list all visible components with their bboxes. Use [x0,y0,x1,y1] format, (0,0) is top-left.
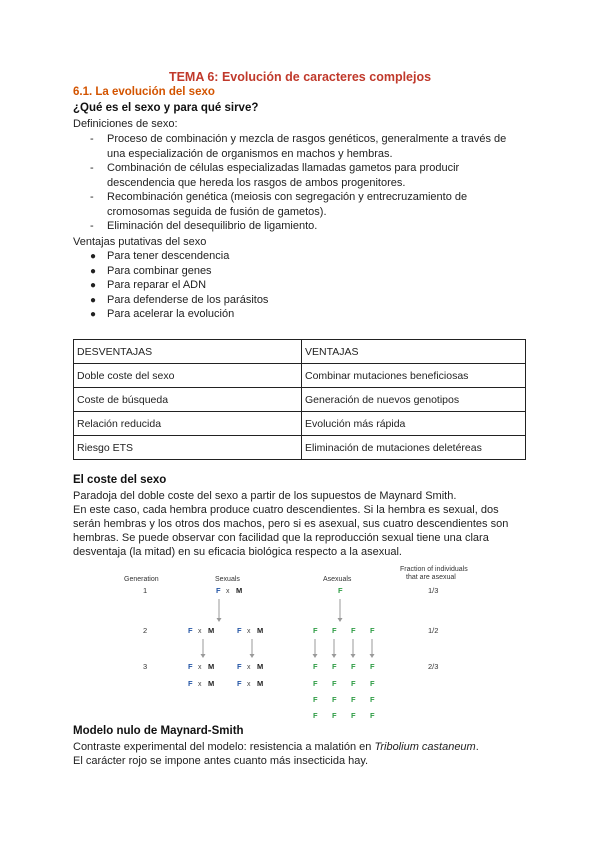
male-symbol: M [208,626,215,635]
asexual-female-symbol: F [351,662,356,671]
female-symbol: F [216,586,221,595]
asexual-female-symbol: F [313,679,318,688]
asexual-female-symbol: F [370,679,375,688]
definition-item [90,219,520,234]
advantage-item [90,279,206,291]
table-cell: Generación de nuevos genotipos [302,388,526,412]
advantage-text: Para reparar el ADN [107,279,207,291]
dash-marker: - [90,162,94,174]
male-symbol: M [236,586,243,595]
arrowhead [250,654,255,658]
asexual-lineage [313,586,375,720]
arrowhead [338,618,343,622]
advantage-text: Para defenderse de los parásitos [107,294,269,306]
asexual-female-symbol: F [332,662,337,671]
dash-marker: - [90,220,94,232]
bullet-icon: ● [90,280,97,291]
cross-symbol: x [226,588,230,595]
page-title: TEMA 6: Evolución de caracteres complejos [168,70,432,84]
fraction-value: 2/3 [428,662,439,671]
arrowhead [217,618,222,622]
female-symbol: F [188,662,193,671]
table-header-cell: DESVENTAJAS [74,340,302,364]
arrowhead [201,654,206,658]
generation-number: 1 [143,586,148,595]
cost-paragraph-line: serán hembras y los otros dos machos, pero si es asexual, sus cuatro descendientes son [73,518,509,530]
arrowhead [313,654,318,658]
generation-column-label: Generation [124,576,159,583]
fraction-column-label: Fraction of individuals [400,566,468,573]
asexual-female-symbol: F [370,711,375,720]
definition-item [90,190,520,219]
definition-item [90,132,520,161]
asexual-female-symbol: F [338,586,343,595]
arrowhead [332,654,337,658]
comparison-table [73,339,526,460]
fraction-value: 1/2 [428,626,439,635]
cross-symbol: x [198,664,202,671]
model-paragraph-line [73,740,479,755]
bullet-icon: ● [90,309,97,320]
female-symbol: F [237,679,242,688]
asexual-female-symbol: F [313,695,318,704]
advantage-text: Para tener descendencia [107,250,230,262]
descent-arrows [201,599,375,658]
cost-paragraph-line: En este caso, cada hembra produce cuatro descendientes. Si la hembra es sexual, dos [73,504,499,516]
twofold-cost-figure [110,560,510,730]
cost-paragraph-line: desventaja (la mitad) en su eficacia biológica respecto a la asexual. [73,546,402,558]
asexual-female-symbol: F [332,626,337,635]
definition-text: Recombinación genética (meiosis con segregación y entrecruzamiento de cromosomas seguida de fusión de gametos). [107,191,468,218]
cost-paragraph-line: Paradoja del doble coste del sexo a partir de los supuestos de Maynard Smith. [73,490,457,502]
cross-symbol: x [247,628,251,635]
dash-marker: - [90,133,94,145]
table-cell: Coste de búsqueda [74,388,302,412]
bullet-icon: ● [90,295,97,306]
dash-marker: - [90,191,94,203]
advantage-item [90,250,229,262]
table-cell: Riesgo ETS [74,436,302,460]
advantage-item [90,294,268,306]
cost-paragraph-line: hembras. Se puede observar con facilidad que la reproducción sexual tiene una clara [73,532,489,544]
asexual-female-symbol: F [351,679,356,688]
sexuals-column-label: Sexuals [215,576,240,583]
male-symbol: M [208,679,215,688]
sexual-lineage [188,586,263,688]
fraction-column-label: that are asexual [406,574,456,581]
bullet-icon: ● [90,251,97,262]
asexual-female-symbol: F [332,679,337,688]
male-symbol: M [257,626,264,635]
definition-item [90,161,520,190]
definition-text: Combinación de células especializadas llamadas gametos para producir descendencia que hereda los rasgos de ambos progenitores. [107,162,460,189]
generation-number: 2 [143,626,148,635]
male-symbol: M [208,662,215,671]
section-heading: 6.1. La evolución del sexo [73,86,215,98]
table-cell: Eliminación de mutaciones deletéreas [302,436,526,460]
cross-symbol: x [198,628,202,635]
bullet-icon: ● [90,266,97,277]
female-symbol: F [237,626,242,635]
table-row [74,436,526,460]
asexual-female-symbol: F [370,695,375,704]
asexual-female-symbol: F [351,695,356,704]
model-heading: Modelo nulo de Maynard-Smith [73,725,244,737]
female-symbol: F [188,626,193,635]
female-symbol: F [188,679,193,688]
cross-symbol: x [247,681,251,688]
table-cell: Relación reducida [74,412,302,436]
advantages-label: Ventajas putativas del sexo [73,236,207,248]
male-symbol: M [257,679,264,688]
advantage-item [90,265,212,277]
arrowhead [351,654,356,658]
advantage-text: Para combinar genes [107,265,212,277]
asexual-female-symbol: F [351,626,356,635]
table-row [74,364,526,388]
model-text: Contraste experimental del modelo: resistencia a malatión en [73,741,375,753]
table-row [74,388,526,412]
cross-symbol: x [247,664,251,671]
asexual-female-symbol: F [313,711,318,720]
definition-text: Eliminación del desequilibrio de ligamiento. [107,220,318,232]
asexual-female-symbol: F [332,695,337,704]
female-symbol: F [237,662,242,671]
table-header-cell: VENTAJAS [302,340,526,364]
table-cell: Combinar mutaciones beneficiosas [302,364,526,388]
asexual-female-symbol: F [332,711,337,720]
male-symbol: M [257,662,264,671]
fraction-value: 1/3 [428,586,439,595]
question-heading: ¿Qué es el sexo y para qué sirve? [73,102,259,114]
generation-number: 3 [143,662,148,671]
table-row [74,412,526,436]
asexual-female-symbol: F [351,711,356,720]
table-cell: Evolución más rápida [302,412,526,436]
cross-symbol: x [198,681,202,688]
asexual-female-symbol: F [370,626,375,635]
cost-heading: El coste del sexo [73,474,167,486]
asexual-female-symbol: F [313,662,318,671]
advantage-text: Para acelerar la evolución [107,308,235,320]
arrowhead [370,654,375,658]
asexual-female-symbol: F [313,626,318,635]
model-text: . [475,741,479,753]
definition-text: Proceso de combinación y mezcla de rasgos genéticos, generalmente a través de una especialización de organismos en machos y hembras. [107,133,507,160]
species-name: Tribolium castaneum [374,741,476,753]
table-header-row [74,340,526,364]
model-paragraph-line: El carácter rojo se impone antes cuanto más insecticida hay. [73,755,369,767]
asexuals-column-label: Asexuals [323,576,352,583]
asexual-female-symbol: F [370,662,375,671]
advantage-item [90,308,234,320]
table-cell: Doble coste del sexo [74,364,302,388]
definitions-label: Definiciones de sexo: [73,118,178,130]
